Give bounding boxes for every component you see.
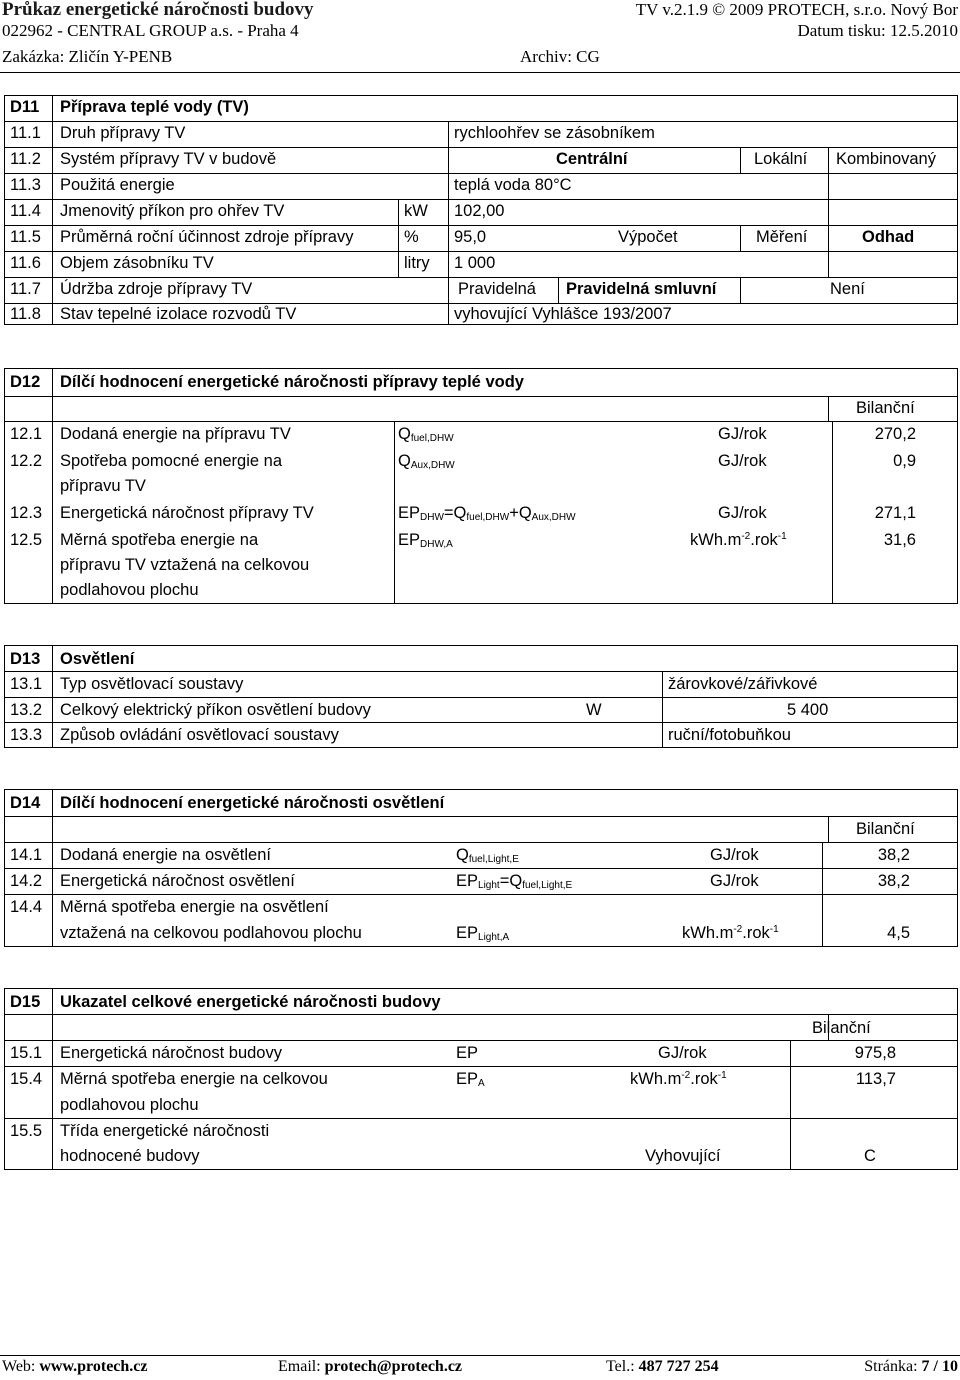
- row-unit: GJ/rok: [718, 452, 767, 470]
- footer-page-number: Stránka: 7 / 10: [864, 1358, 958, 1375]
- row-unit: W: [586, 701, 602, 719]
- row-symbol: $EP_A$: [456, 1070, 485, 1089]
- balance-column-header: Bilanční: [812, 1019, 871, 1037]
- row-number: 14.1: [10, 846, 43, 864]
- row-value: 5 400: [787, 701, 829, 719]
- row-label: Dodaná energie na přípravu TV: [60, 425, 291, 443]
- row-value: 271,1: [874, 504, 916, 522]
- row-unit: $kWh.m^{-2}.rok^{-1}$: [690, 531, 787, 549]
- row-label: Celkový elektrický příkon osvětlení budovy: [60, 701, 371, 719]
- row-symbol: $Q_{fuel,Light,E}$: [456, 846, 519, 865]
- row-number: 11.6: [10, 254, 41, 272]
- option-vypocet: Výpočet: [618, 228, 678, 246]
- row-symbol: $Q_{Aux,DHW}$: [398, 452, 455, 471]
- row-number: 12.5: [10, 531, 43, 549]
- option-pravidelna: Pravidelná: [458, 280, 536, 298]
- row-label-continued: hodnocené budovy: [60, 1147, 200, 1165]
- row-label: Jmenovitý příkon pro ohřev TV: [60, 202, 285, 220]
- balance-column-header: Bilanční: [856, 399, 915, 417]
- row-label: Třída energetické náročnosti: [60, 1122, 270, 1140]
- d12-code: D12: [10, 373, 41, 391]
- row-number: 13.3: [10, 726, 43, 744]
- row-number: 11.8: [10, 305, 41, 323]
- footer-divider: [0, 1355, 960, 1356]
- row-value: 102,00: [454, 202, 505, 220]
- row-value: 95,0: [454, 228, 487, 246]
- archive-name: Archiv: CG: [520, 47, 600, 66]
- row-value: teplá voda 80°C: [454, 176, 572, 194]
- d13-code: D13: [10, 650, 41, 668]
- d11-code: D11: [10, 98, 40, 116]
- row-number: 11.4: [10, 202, 41, 220]
- row-number: 15.5: [10, 1122, 43, 1140]
- software-version: TV v.2.1.9 © 2009 PROTECH, s.r.o. Nový Bor: [635, 0, 958, 19]
- row-label: Energetická náročnost přípravy TV: [60, 504, 314, 522]
- row-value: 1 000: [454, 254, 496, 272]
- d11-title: Příprava teplé vody (TV): [60, 98, 249, 116]
- row-label: Stav tepelné izolace rozvodů TV: [60, 305, 297, 323]
- d14-code: D14: [10, 794, 41, 812]
- row-value: 113,7: [855, 1070, 896, 1088]
- option-odhad: Odhad: [862, 228, 915, 246]
- row-label: Energetická náročnost osvětlení: [60, 872, 295, 890]
- row-number: 11.2: [10, 150, 41, 168]
- row-number: 12.2: [10, 452, 43, 470]
- option-centralni: Centrální: [556, 150, 628, 168]
- d15-title: Ukazatel celkové energetické náročnosti budovy: [60, 993, 441, 1011]
- email-link[interactable]: protech@protech.cz: [324, 1358, 463, 1375]
- row-label: Druh přípravy TV: [60, 124, 186, 142]
- row-label: Průměrná roční účinnost zdroje přípravy: [60, 228, 354, 246]
- web-link[interactable]: www.protech.cz: [39, 1358, 148, 1375]
- row-symbol: $EP_{Light,A}$: [456, 924, 510, 943]
- row-value: 4,5: [887, 924, 910, 942]
- row-number: 14.2: [10, 872, 43, 890]
- row-number: 13.2: [10, 701, 43, 719]
- row-formula: $EP_{DHW}=Q_{fuel,DHW}+Q_{Aux,DHW}$: [398, 504, 576, 523]
- row-number: 14.4: [10, 898, 43, 916]
- row-unit: %: [404, 228, 419, 246]
- row-unit: GJ/rok: [718, 425, 767, 443]
- row-value: vyhovující Vyhlášce 193/2007: [454, 305, 672, 323]
- option-mereni: Měření: [756, 228, 808, 246]
- row-value: ruční/fotobuňkou: [668, 726, 791, 744]
- option-lokalni: Lokální: [754, 150, 808, 168]
- row-unit: GJ/rok: [718, 504, 767, 522]
- option-pravidelna-smluvni: Pravidelná smluvní: [566, 280, 717, 298]
- row-number: 11.5: [10, 228, 41, 246]
- row-unit: $kWh.m^{-2}.rok^{-1}$: [682, 924, 779, 942]
- header-divider: [0, 72, 960, 73]
- d13-title: Osvětlení: [60, 650, 135, 668]
- row-label: Energetická náročnost budovy: [60, 1044, 282, 1062]
- company-line: 022962 - CENTRAL GROUP a.s. - Praha 4: [2, 21, 299, 40]
- row-value: rychloohřev se zásobníkem: [454, 124, 655, 142]
- row-number: 15.1: [10, 1044, 43, 1062]
- row-value: žárovkové/zářivkové: [668, 675, 818, 693]
- d15-code: D15: [10, 993, 41, 1011]
- footer-phone: Tel.: 487 727 254: [606, 1358, 719, 1375]
- row-label-continued: přípravu TV: [60, 477, 146, 495]
- row-symbol: $EP_{DHW,A}$: [398, 531, 453, 550]
- row-label: Dodaná energie na osvětlení: [60, 846, 271, 864]
- option-kombinovany: Kombinovaný: [836, 150, 936, 168]
- row-value: 270,2: [874, 425, 916, 443]
- d12-title: Dílčí hodnocení energetické náročnosti přípravy teplé vody: [60, 373, 524, 391]
- footer-web: Web: www.protech.cz: [2, 1358, 148, 1375]
- option-neni: Není: [830, 280, 865, 298]
- row-label: Systém přípravy TV v budově: [60, 150, 277, 168]
- footer-email: Email: protech@protech.cz: [278, 1358, 463, 1375]
- row-label-continued: podlahovou plochu: [60, 581, 199, 599]
- row-value: 31,6: [883, 531, 916, 549]
- balance-column-header: Bilanční: [856, 820, 915, 838]
- row-number: 12.1: [10, 425, 43, 443]
- order-name: Zakázka: Zličín Y-PENB: [2, 47, 173, 66]
- row-label-continued: podlahovou plochu: [60, 1096, 199, 1114]
- row-unit: litry: [404, 254, 430, 272]
- row-label: Způsob ovládání osvětlovací soustavy: [60, 726, 339, 744]
- row-unit: kW: [404, 202, 428, 220]
- row-label: Měrná spotřeba energie na celkovou: [60, 1070, 328, 1088]
- print-date: Datum tisku: 12.5.2010: [797, 21, 958, 40]
- energy-class-value: C: [864, 1147, 876, 1165]
- row-value: 975,8: [854, 1044, 896, 1062]
- row-label-continued: vztažená na celkovou podlahovou plochu: [60, 924, 362, 942]
- row-formula: $EP_{Light}=Q_{fuel,Light,E}$: [456, 872, 573, 891]
- row-number: 11.7: [10, 280, 41, 298]
- row-label: Typ osvětlovací soustavy: [60, 675, 244, 693]
- row-number: 11.1: [10, 124, 41, 142]
- row-label: Měrná spotřeba energie na: [60, 531, 259, 549]
- d14-title: Dílčí hodnocení energetické náročnosti osvětlení: [60, 794, 445, 812]
- row-number: 12.3: [10, 504, 43, 522]
- row-label-continued: přípravu TV vztažená na celkovou: [60, 556, 310, 574]
- row-value: 38,2: [877, 872, 910, 890]
- row-unit: GJ/rok: [658, 1044, 707, 1062]
- document-title: Průkaz energetické náročnosti budovy: [2, 0, 314, 20]
- row-value: 0,9: [893, 452, 916, 470]
- row-label: Měrná spotřeba energie na osvětlení: [60, 898, 329, 916]
- row-number: 15.4: [10, 1070, 43, 1088]
- row-unit: $kWh.m^{-2}.rok^{-1}$: [630, 1070, 727, 1088]
- row-number: 13.1: [10, 675, 43, 693]
- row-unit: Vyhovující: [645, 1147, 721, 1165]
- row-unit: GJ/rok: [710, 846, 759, 864]
- row-unit: GJ/rok: [710, 872, 759, 890]
- row-symbol: $Q_{fuel,DHW}$: [398, 425, 454, 444]
- row-label: Spotřeba pomocné energie na: [60, 452, 282, 470]
- row-label: Údržba zdroje přípravy TV: [60, 280, 253, 298]
- row-label: Použitá energie: [60, 176, 175, 194]
- row-label: Objem zásobníku TV: [60, 254, 214, 272]
- row-number: 11.3: [10, 176, 41, 194]
- row-symbol: EP: [456, 1044, 479, 1062]
- row-value: 38,2: [877, 846, 910, 864]
